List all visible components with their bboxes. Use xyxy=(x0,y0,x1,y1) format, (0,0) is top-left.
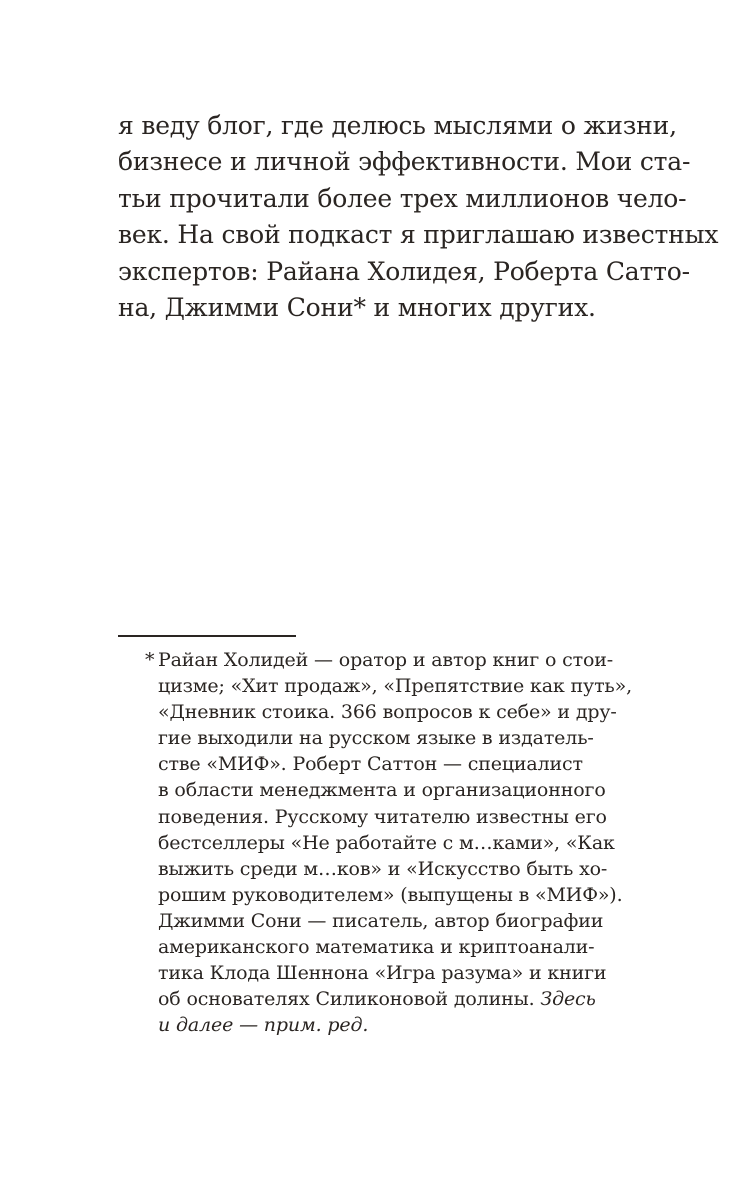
footnote-line: «Дневник стоика. 366 вопросов к себе» и дру- xyxy=(158,701,617,724)
footnote-line xyxy=(145,647,625,673)
footnote-line: поведения. Русскому читателю известны его xyxy=(158,805,607,828)
body-line: экспертов: Райана Холидея, Роберта Сатто- xyxy=(118,256,690,286)
footnote-marker: * xyxy=(145,649,155,671)
footnote-line-text: Райан Холидей — оратор и автор книг о стои- xyxy=(158,649,614,671)
footnote-line: выжить среди м…ков» и «Искусство быть хо- xyxy=(158,857,608,880)
footnote-line: цизме; «Хит продаж», «Препятствие как путь», xyxy=(158,675,632,698)
footnote-line: гие выходили на русском языке в издатель- xyxy=(158,727,594,750)
footnote-line xyxy=(145,986,625,1012)
footnote-divider xyxy=(118,635,296,637)
footnote-line: стве «МИФ». Роберт Саттон — специалист xyxy=(158,753,583,776)
footnote-line: бестселлеры «Не работайте с м…ками», «Как xyxy=(158,831,615,854)
footnote-line: американского математика и криптоанали- xyxy=(158,936,595,959)
editor-note-italic: и далее — прим. ред. xyxy=(158,1014,369,1037)
editor-note-italic: Здесь xyxy=(540,988,596,1011)
footnote-line: рошим руководителем» (выпущены в «МИФ»). xyxy=(158,883,623,906)
body-line: на, Джимми Сони* и многих других. xyxy=(118,292,596,322)
body-line: бизнесе и личной эффективности. Мои ста- xyxy=(118,147,691,177)
body-line: я веду блог, где делюсь мыслями о жизни, xyxy=(118,111,677,140)
body-line: тьи прочитали более трех миллионов чело- xyxy=(118,183,687,213)
footnote-line: Джимми Сони — писатель, автор биографии xyxy=(158,909,604,932)
footnote-line-text: об основателях Силиконовой долины. xyxy=(158,988,535,1011)
body-paragraph xyxy=(118,108,719,326)
footnote xyxy=(145,647,632,1038)
footnote-line: в области менеджмента и организационного xyxy=(158,779,606,802)
body-line: век. На свой подкаст я приглашаю известных xyxy=(118,220,719,250)
footnote-line: тика Клода Шеннона «Игра разума» и книги xyxy=(158,962,607,985)
